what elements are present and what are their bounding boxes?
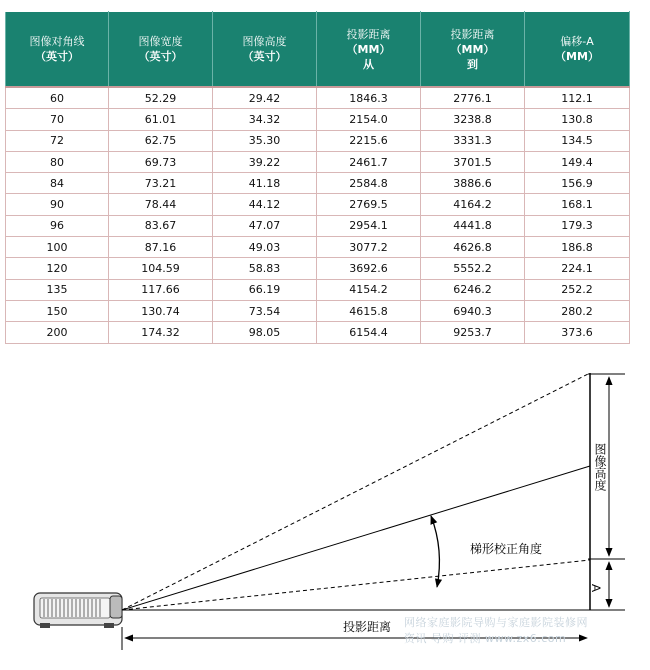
table-row xyxy=(6,322,630,343)
table-cell: 58.83 xyxy=(213,258,317,279)
table-cell: 117.66 xyxy=(109,279,213,300)
table-cell: 2769.5 xyxy=(317,194,421,215)
table-cell: 3331.3 xyxy=(421,130,525,151)
table-cell: 4615.8 xyxy=(317,300,421,321)
table-row xyxy=(6,151,630,172)
table-cell: 98.05 xyxy=(213,322,317,343)
table-cell: 156.9 xyxy=(525,173,630,194)
column-header-line3: 从 xyxy=(363,57,374,71)
table-cell: 90 xyxy=(6,194,109,215)
table-cell: 49.03 xyxy=(213,237,317,258)
watermark-line2: 资讯 导购 评测 www.zx6.com xyxy=(404,632,567,645)
table-cell: 168.1 xyxy=(525,194,630,215)
table-cell: 3701.5 xyxy=(421,151,525,172)
table-cell: 84 xyxy=(6,173,109,194)
table-cell: 41.18 xyxy=(213,173,317,194)
column-header-line2: （MM） xyxy=(346,42,391,56)
table-row xyxy=(6,300,630,321)
table-cell: 83.67 xyxy=(109,215,213,236)
table-cell: 73.21 xyxy=(109,173,213,194)
table-cell: 39.22 xyxy=(213,151,317,172)
table-cell: 96 xyxy=(6,215,109,236)
column-header xyxy=(317,12,421,88)
table-cell: 44.12 xyxy=(213,194,317,215)
table-cell: 70 xyxy=(6,109,109,130)
offset-label: A xyxy=(589,583,603,593)
column-header-line1: 投影距离 xyxy=(450,27,495,41)
table-cell: 186.8 xyxy=(525,237,630,258)
column-header-line2: （MM） xyxy=(555,50,599,63)
table-row xyxy=(6,215,630,236)
table-cell: 120 xyxy=(6,258,109,279)
table-cell: 60 xyxy=(6,87,109,109)
table-cell: 3238.8 xyxy=(421,109,525,130)
table-cell: 130.74 xyxy=(109,300,213,321)
column-header xyxy=(421,12,525,88)
table-cell: 3886.6 xyxy=(421,173,525,194)
table-cell: 73.54 xyxy=(213,300,317,321)
table-cell: 104.59 xyxy=(109,258,213,279)
table-body xyxy=(6,87,630,343)
column-header xyxy=(213,12,317,88)
table-cell: 6940.3 xyxy=(421,300,525,321)
table-row xyxy=(6,237,630,258)
table-cell: 130.8 xyxy=(525,109,630,130)
table-row xyxy=(6,279,630,300)
column-header-line2: （MM） xyxy=(450,42,495,56)
table-cell: 61.01 xyxy=(109,109,213,130)
center-ray-line xyxy=(122,466,590,610)
table-cell: 134.5 xyxy=(525,130,630,151)
table-cell: 78.44 xyxy=(109,194,213,215)
table-cell: 4441.8 xyxy=(421,215,525,236)
table-cell: 6246.2 xyxy=(421,279,525,300)
table-cell: 3077.2 xyxy=(317,237,421,258)
table-cell: 3692.6 xyxy=(317,258,421,279)
table-cell: 66.19 xyxy=(213,279,317,300)
throw-distance-label: 投影距离 xyxy=(342,620,392,634)
table-cell: 149.4 xyxy=(525,151,630,172)
column-header-line2: （英寸） xyxy=(138,50,183,63)
table-cell: 47.07 xyxy=(213,215,317,236)
table-row xyxy=(6,258,630,279)
table-cell: 224.1 xyxy=(525,258,630,279)
table-cell: 4154.2 xyxy=(317,279,421,300)
column-header-line1: 图像高度 xyxy=(242,35,287,48)
table-cell: 100 xyxy=(6,237,109,258)
table-cell: 112.1 xyxy=(525,87,630,109)
table-cell: 2584.8 xyxy=(317,173,421,194)
table-row xyxy=(6,194,630,215)
column-header xyxy=(6,12,109,88)
table-cell: 174.32 xyxy=(109,322,213,343)
table-cell: 2154.0 xyxy=(317,109,421,130)
table-cell: 135 xyxy=(6,279,109,300)
table-cell: 34.32 xyxy=(213,109,317,130)
column-header-line1: 图像对角线 xyxy=(29,35,85,48)
table-row xyxy=(6,130,630,151)
table-cell: 150 xyxy=(6,300,109,321)
table-cell: 69.73 xyxy=(109,151,213,172)
table-cell: 1846.3 xyxy=(317,87,421,109)
column-header-line1: 图像宽度 xyxy=(138,35,183,48)
table-cell: 179.3 xyxy=(525,215,630,236)
table-cell: 35.30 xyxy=(213,130,317,151)
column-header-line1: 投影距离 xyxy=(346,27,391,41)
table-cell: 200 xyxy=(6,322,109,343)
column-header xyxy=(109,12,213,88)
column-header-line3: 到 xyxy=(467,57,478,71)
table-cell: 9253.7 xyxy=(421,322,525,343)
projection-spec-table xyxy=(5,11,630,344)
table-cell: 4164.2 xyxy=(421,194,525,215)
table-cell: 373.6 xyxy=(525,322,630,343)
table-cell: 280.2 xyxy=(525,300,630,321)
projector-icon xyxy=(34,593,122,628)
table-cell: 52.29 xyxy=(109,87,213,109)
table-row xyxy=(6,173,630,194)
column-header-line1: 偏移-A xyxy=(560,35,594,48)
column-header xyxy=(525,12,630,88)
image-height-label: 图像高度 xyxy=(593,443,607,491)
watermark-line1: 网络家庭影院导购与家庭影院装修网 xyxy=(404,616,588,629)
top-ray-line xyxy=(122,373,590,610)
table-cell: 252.2 xyxy=(525,279,630,300)
table-cell: 29.42 xyxy=(213,87,317,109)
column-header-line2: （英寸） xyxy=(35,50,79,63)
table-cell: 2776.1 xyxy=(421,87,525,109)
table-cell: 2461.7 xyxy=(317,151,421,172)
table-cell: 6154.4 xyxy=(317,322,421,343)
table-row xyxy=(6,109,630,130)
keystone-angle-label: 梯形校正角度 xyxy=(470,542,543,556)
table-cell: 80 xyxy=(6,151,109,172)
table-cell: 62.75 xyxy=(109,130,213,151)
bottom-ray-line xyxy=(122,560,590,610)
table-header xyxy=(6,12,630,88)
table-cell: 5552.2 xyxy=(421,258,525,279)
column-header-line2: （英寸） xyxy=(242,50,287,63)
table-cell: 72 xyxy=(6,130,109,151)
header-row xyxy=(6,12,630,88)
table-row xyxy=(6,87,630,109)
table-cell: 4626.8 xyxy=(421,237,525,258)
table-cell: 2954.1 xyxy=(317,215,421,236)
table-cell: 87.16 xyxy=(109,237,213,258)
table-cell: 2215.6 xyxy=(317,130,421,151)
